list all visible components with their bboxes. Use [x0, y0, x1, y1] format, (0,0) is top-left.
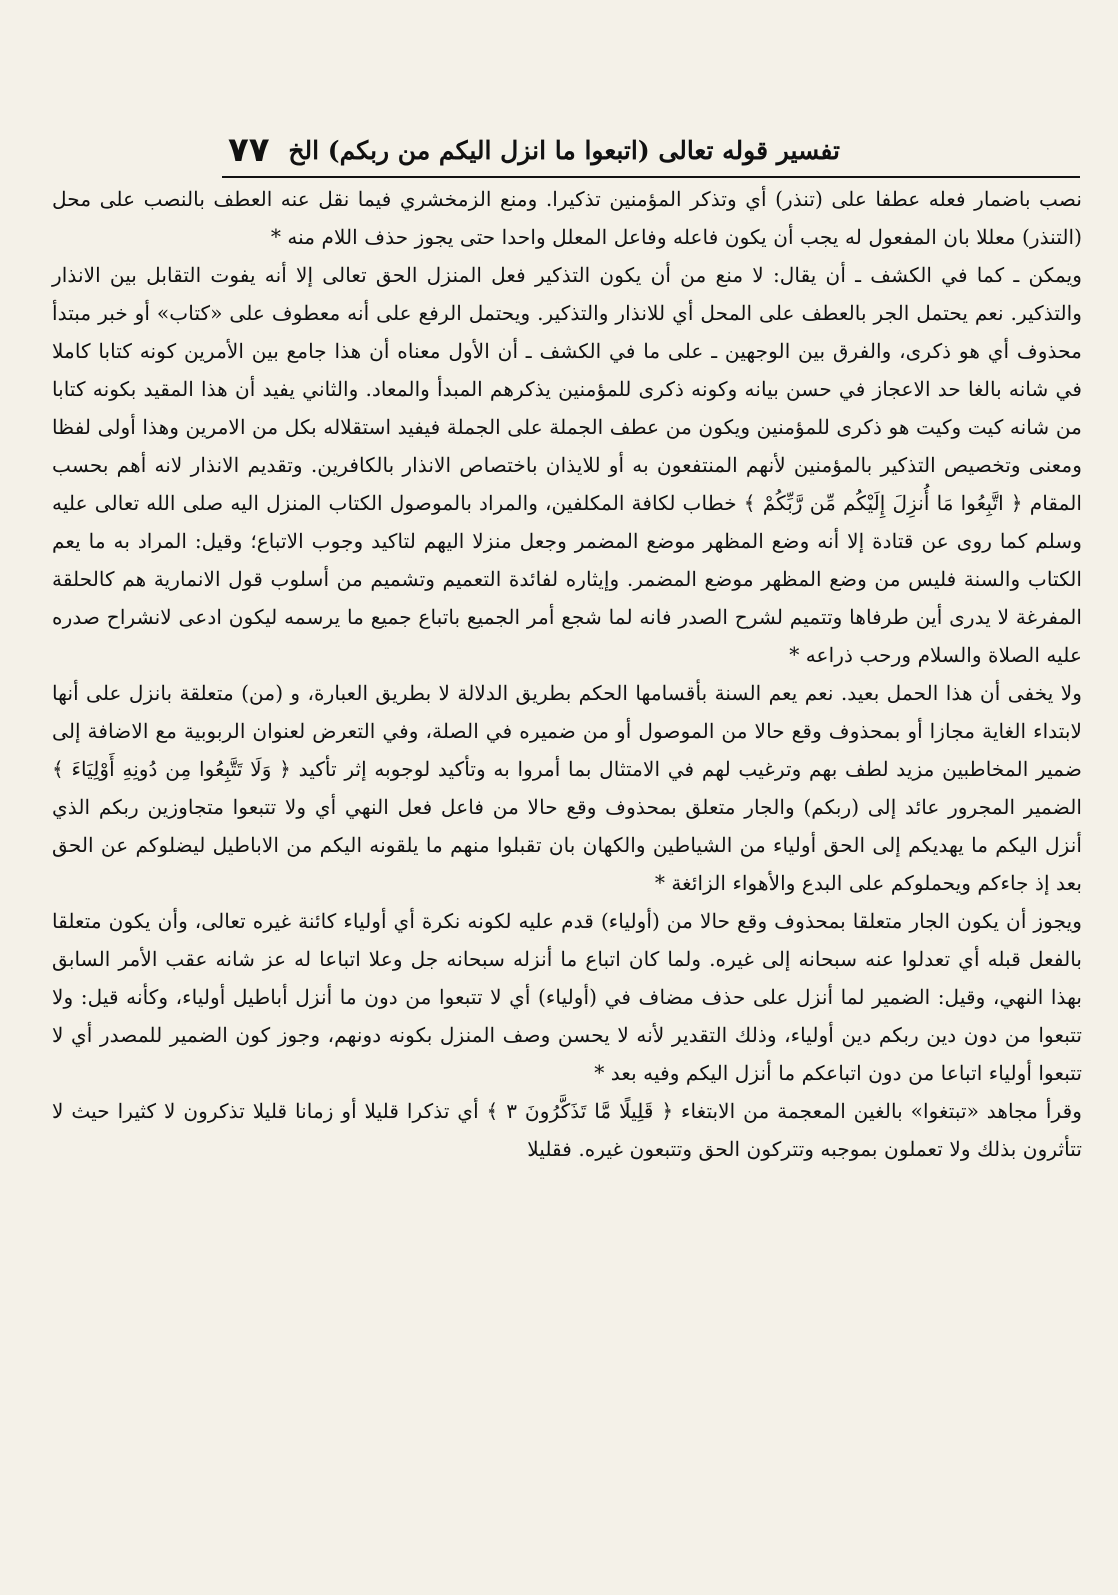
running-title: تفسير قوله تعالى (اتبعوا ما انزل اليكم من ربكم) الخ	[288, 135, 840, 165]
page-header	[222, 128, 1080, 172]
page-number: ٧٧	[228, 130, 270, 170]
paragraph-2: ويمكن ـ كما في الكشف ـ أن يقال: لا منع من أن يكون التذكير فعل المنزل الحق تعالى إلا أنه يفوت التقابل بين الانذار والتذكير. نعم يحتمل الجر بالعطف على المحل أي للانذار والتذكير. ويحتمل الرفع على أنه معطوف على «كتاب» أو خبر مبتدأ محذوف أي هو ذكرى، والفرق بين الوجهين ـ على ما في الكشف ـ أن الأول معناه أن هذا جامع بين الأمرين كونه كتابا كاملا في شانه بالغا حد الاعجاز في حسن بيانه وكونه ذكرى للمؤمنين يذكرهم المبدأ والمعاد. والثاني يفيد أن هذا المقيد بكونه كتابا من شانه كيت وكيت هو ذكرى للمؤمنين ويكون من عطف الجملة على الجملة فيفيد استقلاله بكل من الامرين وهذا أولى لفظا ومعنى وتخصيص التذكير بالمؤمنين لأنهم المنتفعون به أو للايذان باختصاص الانذار بالكافرين. وتقديم الانذار لانه أهم بحسب المقام ﴿ اتَّبِعُوا مَا أُنزِلَ إِلَيْكُم مِّن رَّبِّكُمْ ﴾ خطاب لكافة المكلفين، والمراد بالموصول الكتاب المنزل اليه صلى الله تعالى عليه وسلم كما روى عن قتادة إلا أنه وضع المظهر موضع المضمر وجعل منزلا اليهم لتاكيد وجوب الاتباع؛ وقيل: المراد به ما يعم الكتاب والسنة فليس من وضع المظهر موضع المضمر. وإيثاره لفائدة التعميم وتشميم من أسلوب قول الانمارية هم كالحلقة المفرغة لا يدرى أين طرفاها وتتميم لشرح الصدر فانه لما شجع أمر الجميع باتباع جميع ما يرسمه ليكون ادعى لانشراح صدره عليه الصلاة والسلام ورحب ذراعه *	[52, 263, 1082, 667]
paragraph-5: وقرأ مجاهد «تبتغوا» بالغين المعجمة من الابتغاء ﴿ قَلِيلًا مَّا تَذَكَّرُونَ ٣ ﴾ أي تذكرا قليلا أو زمانا قليلا تذكرون لا كثيرا حيث لا تتأثرون بذلك ولا تعملون بموجبه وتتركون الحق وتتبعون غيره. فقليلا	[52, 1099, 1082, 1161]
body-text	[52, 180, 1082, 1168]
header-rule	[222, 176, 1080, 178]
paragraph-1: نصب باضمار فعله عطفا على (تنذر) أي وتذكر المؤمنين تذكيرا. ومنع الزمخشري فيما نقل عنه العطف بالنصب على محل (التنذر) معللا بان المفعول له يجب أن يكون فاعله وفاعل المعلل واحدا حتى يجوز حذف اللام منه *	[52, 187, 1082, 249]
paragraph-3: ولا يخفى أن هذا الحمل بعيد. نعم يعم السنة بأقسامها الحكم بطريق الدلالة لا بطريق العبارة، و (من) متعلقة بانزل على أنها لابتداء الغاية مجازا أو بمحذوف وقع حالا من الموصول أو من ضميره في الصلة، وفي التعرض لعنوان الربوبية مع الاضافة إلى ضمير المخاطبين مزيد لطف بهم وترغيب لهم في الامتثال بما أمروا به وتأكيد لوجوبه إثر تأكيد ﴿ وَلَا تَتَّبِعُوا مِن دُونِهِ أَوْلِيَاءَ ﴾ الضمير المجرور عائد إلى (ربكم) والجار متعلق بمحذوف وقع حالا من فاعل فعل النهي أي ولا تتبعوا متجاوزين ربكم الذي أنزل اليكم ما يهديكم إلى الحق أولياء من الشياطين والكهان بان تقبلوا منهم ما يلقونه اليكم من الاباطيل ليضلوكم عن الحق بعد إذ جاءكم ويحملوكم على البدع والأهواء الزائغة *	[52, 681, 1082, 895]
paragraph-4: ويجوز أن يكون الجار متعلقا بمحذوف وقع حالا من (أولياء) قدم عليه لكونه نكرة أي أولياء كائنة غيره تعالى، وأن يكون متعلقا بالفعل قبله أي تعدلوا عنه سبحانه إلى غيره. ولما كان اتباع ما أنزله سبحانه جل وعلا اتباعا له عز شانه عقب الأمر السابق بهذا النهي، وقيل: الضمير لما أنزل على حذف مضاف في (أولياء) أي لا تتبعوا من دون ما أنزل أباطيل أولياء، وكأنه قيل: ولا تتبعوا من دون دين ربكم دين أولياء، وذلك التقدير لأنه لا يحسن وصف المنزل بكونه دونهم، وجوز كون الضمير للمصدر أي لا تتبعوا أولياء اتباعا من دون اتباعكم ما أنزل اليكم وفيه بعد *	[52, 909, 1082, 1085]
